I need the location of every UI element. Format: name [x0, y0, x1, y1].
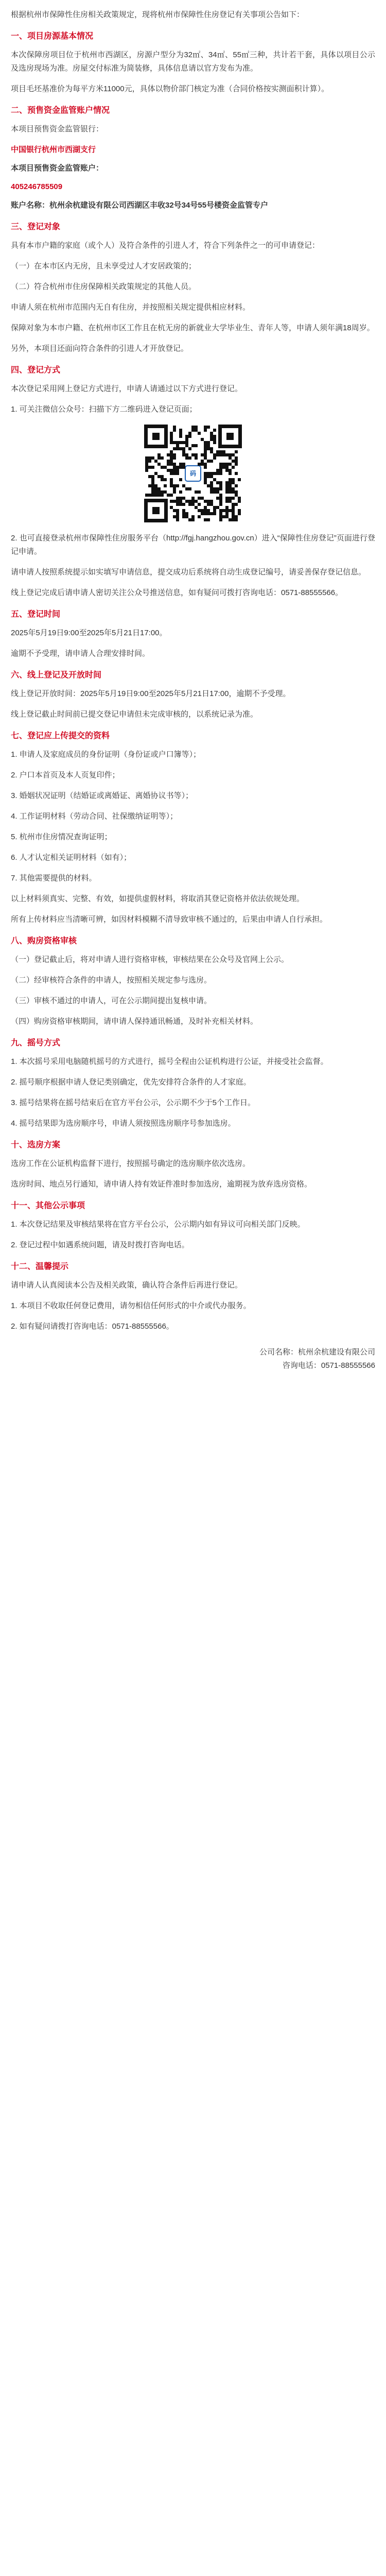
section-paragraph: 本项目预售资金监管银行： — [11, 125, 104, 133]
section-heading: 四、登记方式 — [11, 366, 61, 375]
section-heading: 五、登记时间 — [11, 610, 61, 619]
qr-module — [219, 487, 222, 490]
section-paragraph: 2. 也可直接登录杭州市保障性住房服务平台（http://fgj.hangzhou.gov.cn）进入“保障性住房登记”页面进行登记申请。 — [11, 534, 375, 556]
qr-module — [161, 494, 164, 497]
qr-module — [232, 466, 235, 469]
qr-module — [204, 429, 207, 432]
qr-module — [232, 497, 235, 500]
qr-module — [210, 460, 213, 463]
qr-finder-top-right — [218, 425, 242, 448]
qr-module — [182, 466, 185, 469]
qr-module — [198, 503, 201, 506]
section-paragraph: （三）审核不通过的申请人，可在公示期间提出复核申请。 — [11, 996, 212, 1005]
qr-module — [161, 456, 164, 460]
section-paragraph: 4. 工作证明材料（劳动合同、社保缴纳证明等）； — [11, 812, 178, 821]
section-paragraph: 3. 摇号结果将在摇号结束后在官方平台公示，公示期不少于5个工作日。 — [11, 1098, 256, 1107]
qr-module — [182, 503, 185, 506]
qr-code[interactable] — [144, 425, 242, 522]
qr-code-image[interactable] — [144, 425, 242, 522]
section-paragraph: 1. 本次登记结果及审核结果将在官方平台公示，公示期内如有异议可向相关部门反映。 — [11, 1220, 305, 1229]
qr-module — [179, 478, 182, 481]
qr-module — [235, 518, 238, 521]
qr-module — [176, 518, 179, 521]
section-paragraph: 请申请人认真阅读本公告及相关政策，确认符合条件后再进行登记。 — [11, 1281, 243, 1290]
qr-module — [188, 435, 191, 438]
intro-paragraph: 根据杭州市保障性住房相关政策规定，现将杭州市保障性住房登记有关事项公告如下： — [11, 10, 305, 19]
section-paragraph: 申请人须在杭州市范围内无自有住房，并按照相关规定提供相应材料。 — [11, 303, 251, 312]
qr-center-logo: 码 — [185, 465, 201, 482]
qr-module — [235, 450, 238, 453]
section-paragraph: 5. 杭州市住房情况查询证明； — [11, 833, 112, 841]
qr-module — [176, 472, 179, 475]
section-paragraph: 4. 摇号结果即为选房顺序号，申请人须按照选房顺序号参加选房。 — [11, 1119, 236, 1128]
qr-module — [188, 447, 191, 450]
section-heading: 十二、温馨提示 — [11, 1262, 69, 1271]
qr-module — [164, 478, 167, 481]
qr-module — [198, 515, 201, 518]
qr-finder-top-left — [144, 425, 168, 448]
qr-module — [176, 484, 179, 487]
section-paragraph: （一）登记截止后，将对申请人进行资格审核，审核结果在公众号及官网上公示。 — [11, 955, 289, 964]
qr-module — [229, 472, 232, 475]
footer-contact: 咨询电话：0571-88555566 — [282, 1361, 375, 1370]
qr-module — [204, 466, 207, 469]
qr-module — [235, 463, 238, 466]
section-heading: 七、登记应上传提交的资料 — [11, 732, 110, 740]
qr-module — [235, 484, 238, 487]
section-paragraph: （一）在本市区内无房，且未享受过人才安居政策的； — [11, 262, 197, 270]
qr-module — [198, 490, 201, 494]
qr-module — [213, 441, 216, 444]
qr-module — [198, 432, 201, 435]
notice-footer — [11, 1346, 375, 1372]
section-paragraph: 6. 人才认定相关证明材料（如有）； — [11, 853, 132, 862]
qr-module — [213, 456, 216, 460]
section-paragraph: 选房工作在公证机构监督下进行，按照摇号确定的选房顺序依次选房。 — [11, 1159, 251, 1168]
section-paragraph: 以上材料须真实、完整、有效，如提供虚假材料，将取消其登记资格并依法依规处理。 — [11, 894, 305, 903]
section-paragraph: 3. 婚姻状况证明（结婚证或离婚证、离婚协议书等）； — [11, 791, 194, 800]
qr-module — [195, 456, 198, 460]
section-paragraph: 账户名称：杭州余杭建设有限公司西湖区丰收32号34号55号楼资金监管专户 — [11, 201, 269, 210]
section-paragraph: 逾期不予受理，请申请人合理安排时间。 — [11, 649, 150, 658]
section-paragraph: 保障对象为本市户籍、在杭州市区工作且在杭无房的新就业大学毕业生、青年人等，申请人须年满18周岁。 — [11, 324, 375, 332]
section-heading: 一、项目房源基本情况 — [11, 32, 94, 41]
section-paragraph: 2. 如有疑问请拨打咨询电话：0571-88555566。 — [11, 1322, 174, 1331]
qr-module — [188, 456, 191, 460]
section-paragraph: 选房时间、地点另行通知，请申请人持有效证件准时参加选房，逾期视为放弃选房资格。 — [11, 1180, 312, 1189]
section-heading: 十一、其他公示事项 — [11, 1201, 85, 1210]
section-heading: 六、线上登记及开放时间 — [11, 671, 102, 680]
qr-module — [238, 500, 241, 503]
section-paragraph: 具有本市户籍的家庭（或个人）及符合条件的引进人才，符合下列条件之一的可申请登记： — [11, 241, 320, 250]
section-paragraph: （四）购房资格审核期间，请申请人保持通讯畅通，及时补充相关材料。 — [11, 1017, 258, 1026]
qr-module — [219, 518, 222, 521]
footer-company: 公司名称：杭州余杭建设有限公司 — [259, 1348, 375, 1357]
section-paragraph: （二）符合杭州市住房保障相关政策规定的其他人员。 — [11, 282, 197, 291]
qr-module — [219, 472, 222, 475]
qr-finder-bottom-left — [144, 499, 168, 522]
qr-module — [148, 460, 151, 463]
section-paragraph: 1. 本次摇号采用电脑随机摇号的方式进行，摇号全程由公证机构进行公证，并接受社会监督。 — [11, 1057, 328, 1066]
qr-module — [238, 478, 241, 481]
qr-module — [213, 429, 216, 432]
section-heading: 三、登记对象 — [11, 223, 61, 231]
section-paragraph: 2. 户口本首页及本人页复印件； — [11, 771, 120, 779]
section-paragraph: 2025年5月19日9:00至2025年5月21日17:00。 — [11, 629, 167, 637]
section-paragraph: 所有上传材料应当清晰可辨，如因材料模糊不清导致审核不通过的，后果由申请人自行承担。 — [11, 915, 328, 924]
section-paragraph: 1. 本项目不收取任何登记费用，请勿相信任何形式的中介或代办服务。 — [11, 1301, 251, 1310]
qr-module — [235, 503, 238, 506]
qr-module — [145, 469, 148, 472]
qr-module — [207, 518, 210, 521]
section-paragraph: 中国银行杭州市西湖支行 — [11, 145, 96, 154]
qr-module — [235, 472, 238, 475]
qr-module — [207, 426, 210, 429]
section-paragraph: 线上登记开放时间：2025年5月19日9:00至2025年5月21日17:00，逾期不予受理。 — [11, 689, 291, 698]
section-paragraph: 线上登记截止时间前已提交登记申请但未完成审核的，以系统记录为准。 — [11, 710, 258, 719]
qr-module — [164, 484, 167, 487]
section-paragraph: 1. 申请人及家庭成员的身份证明（身份证或户口簿等）； — [11, 750, 201, 759]
section-paragraph: 1. 可关注微信公众号：扫描下方二维码进入登记页面； — [11, 405, 197, 414]
qr-module — [179, 490, 182, 494]
section-paragraph: 另外，本项目还面向符合条件的引进人才开放登记。 — [11, 344, 189, 353]
section-paragraph: 本次登记采用网上登记方式进行，申请人请通过以下方式进行登记。 — [11, 384, 243, 393]
section-paragraph: 本项目预售资金监管账户： — [11, 164, 104, 173]
qr-module — [173, 490, 176, 494]
section-paragraph: 7. 其他需要提供的材料。 — [11, 874, 97, 883]
section-paragraph: 405246785509 — [11, 182, 63, 191]
section-heading: 二、预售资金监管账户情况 — [11, 106, 110, 115]
notice-content — [11, 0, 375, 1372]
qr-module — [173, 429, 176, 432]
qr-module — [191, 518, 195, 521]
qr-module — [179, 435, 182, 438]
qr-module — [188, 487, 191, 490]
section-paragraph: 本次保障房项目位于杭州市西湖区，房源户型分为32㎡、34㎡、55㎡三种，共计若干套，具体以项目公示及选房现场为准。房屋交付标准为简装修，具体信息请以官方发布为准。 — [11, 50, 375, 73]
qr-module — [238, 512, 241, 515]
qr-module — [195, 444, 198, 447]
section-paragraph: 项目毛坯基准价为每平方米11000元，具体以物价部门核定为准（合同价格按实测面积计算）。 — [11, 84, 329, 93]
section-paragraph: 2. 摇号顺序根据申请人登记类别确定，优先安排符合条件的人才家庭。 — [11, 1078, 251, 1087]
sections-after-qr — [11, 532, 375, 1333]
qr-module — [219, 503, 222, 506]
section-heading: 八、购房资格审核 — [11, 937, 77, 945]
qr-module — [151, 466, 154, 469]
qr-module — [170, 494, 173, 497]
qr-module — [213, 512, 216, 515]
qr-module — [173, 456, 176, 460]
section-heading: 十、选房方案 — [11, 1141, 61, 1149]
section-paragraph: 线上登记完成后请申请人密切关注公众号推送信息，如有疑问可拨打咨询电话：0571-88555566。 — [11, 588, 343, 597]
sections-before-qr — [11, 30, 375, 416]
section-paragraph: （二）经审核符合条件的申请人，按照相关规定参与选房。 — [11, 976, 212, 985]
section-paragraph: 请申请人按照系统提示如实填写申请信息，提交成功后系统将自动生成登记编号，请妥善保存登记信息。 — [11, 568, 366, 577]
section-paragraph: 2. 登记过程中如遇系统问题，请及时拨打咨询电话。 — [11, 1241, 189, 1249]
section-heading: 九、摇号方式 — [11, 1039, 61, 1047]
